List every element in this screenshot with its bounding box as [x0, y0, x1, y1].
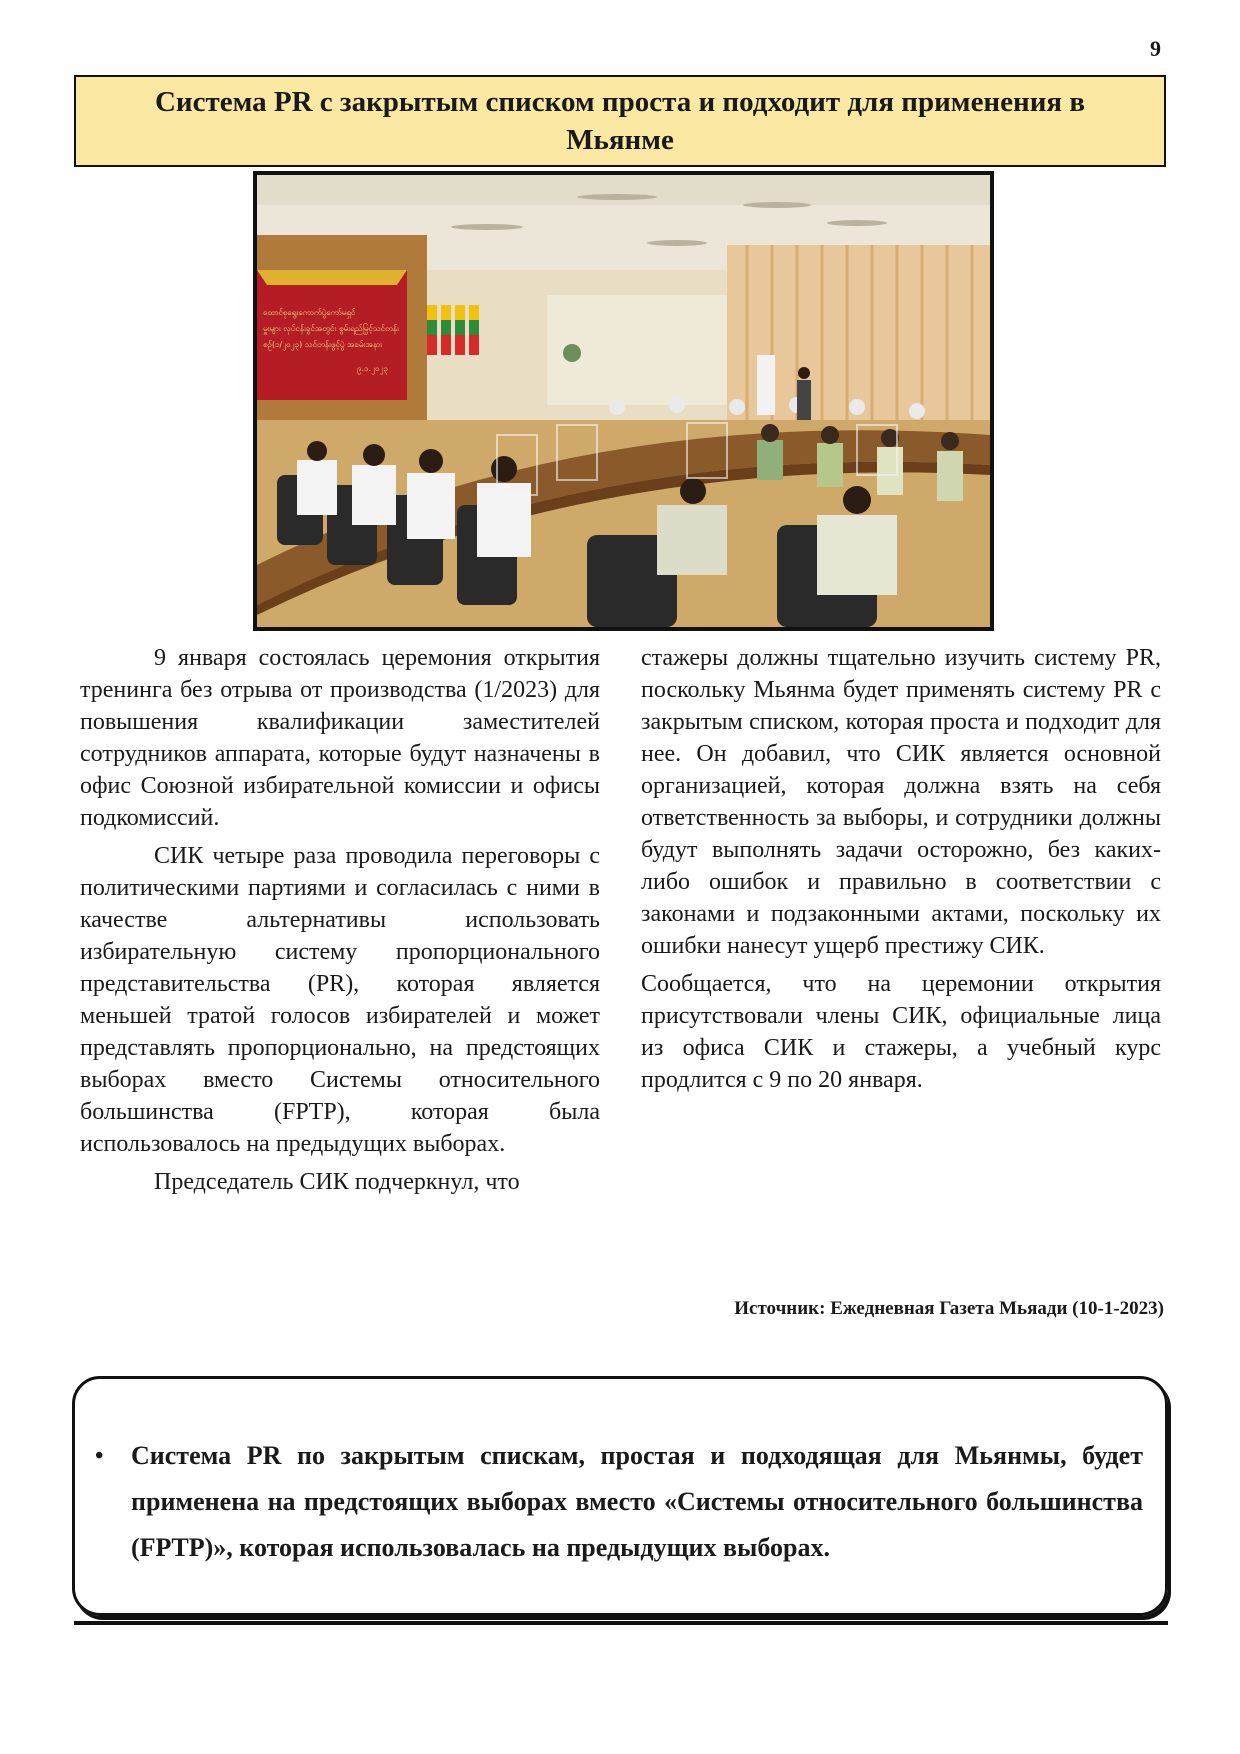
banner-line-4: ၉.၁.၂၀၂၃: [357, 364, 388, 373]
article-paragraph: 9 января состоялась церемония открытия тренинга без отрыва от производства (1/2023) для повышения квалификации заместителей сотрудников аппарата, которые будут назначены в офис Союзной избирательной комиссии и офисы подкомиссий.: [80, 645, 600, 831]
source-line: Источник: Ежедневная Газета Мьяади (10-1-2023): [734, 1298, 1164, 1319]
article-paragraph: СИК четыре раза проводила переговоры с политическими партиями и согласилась с ними в качестве альтернативы использовать избирательную систему пропорционального представительства (PR), которая является меньшей тратой голосов избирателей и может представлять пропорционально, на предстоящих выборах вместо Системы относительного большинства (FPTP), которая была использовалось на предыдущих выборах.: [80, 843, 600, 1157]
article-left-column: [80, 642, 600, 1204]
page-number: 9: [1150, 36, 1161, 61]
bottom-divider: [74, 1621, 1168, 1625]
headline-line-2: Мьянме: [566, 124, 674, 156]
article-paragraph: стажеры должны тщательно изучить систему PR, поскольку Мьянма будет применять систему PR с закрытым списком, которая проста и подходит для нее. Он добавил, что СИК является основной организацией, которая должна взять на себя ответственность за выборы, и сотрудники должны будут выполнять задачи осторожно, без каких-либо ошибок и правильно в соответствии с законами и подзаконными актами, поскольку их ошибки нанесут ущерб престижу СИК.: [641, 645, 1161, 959]
article-paragraph: Председатель СИК подчеркнул, что: [154, 1169, 520, 1195]
bullet-icon: •: [95, 1443, 104, 1469]
headline: [155, 83, 1085, 159]
banner-line-1: ထောင်စုရွေးကောက်ပွဲကော်မရှင်: [263, 308, 356, 317]
article-paragraph: Сообщается, что на церемонии открытия присутствовали члены СИК, официальные лица из офиса СИК и стажеры, а учебный курс продлится с 9 по 20 января.: [641, 971, 1161, 1093]
summary-text: Система PR по закрытым спискам, простая и подходящая для Мьянмы, будет применена на предстоящих выборах вместо «Системы относительного большинства (FPTP)», которая использовалась на предыдущих выборах.: [131, 1441, 1143, 1562]
summary-item: [95, 1433, 1143, 1571]
headline-box: [74, 75, 1166, 167]
article-right-column: [641, 642, 1161, 1102]
red-banner: [257, 270, 407, 400]
meeting-room-photo: [257, 175, 990, 627]
banner-line-2: မှူးများ လုပ်ငန်းခွင်အတွင်း စွမ်းရည်မြှင့်သင်တန်း: [263, 324, 399, 333]
headline-line-1: Система PR с закрытым списком проста и подходит для применения в: [154, 86, 1086, 118]
banner-line-3: စဉ်(၁/၂၀၂၃) သင်တန်းဖွင့်ပွဲ အခမ်းအနား: [263, 340, 383, 349]
summary-box: [72, 1376, 1168, 1616]
news-photo: [253, 171, 994, 631]
